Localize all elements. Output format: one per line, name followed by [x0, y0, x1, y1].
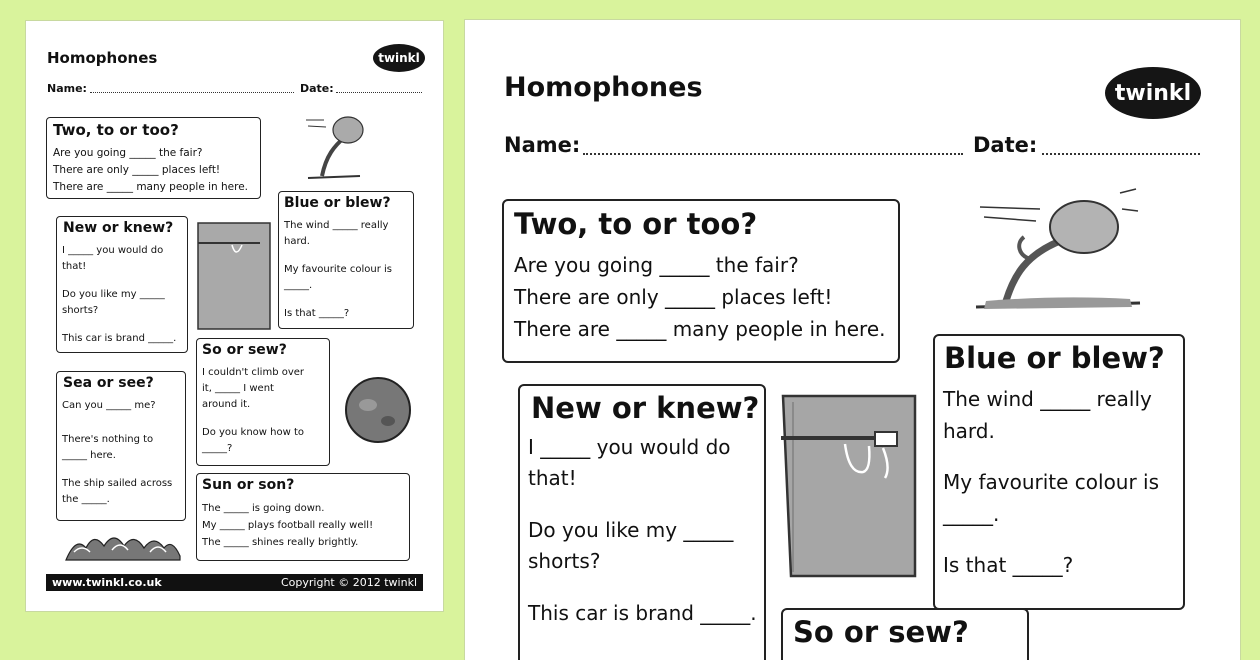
sentence: shorts? — [62, 305, 99, 316]
section-blue-blew — [278, 191, 414, 329]
sentence: around it. — [202, 399, 251, 410]
sentence: shorts? — [528, 549, 601, 573]
section-so-sew-partial — [781, 608, 1029, 660]
sentence: _____? — [202, 443, 233, 454]
sentence: My _____ plays football really well! — [202, 520, 374, 531]
sentence: The _____ shines really brightly. — [202, 537, 359, 548]
sentence: I _____ you would do — [62, 245, 164, 256]
windy-tree-icon — [298, 106, 370, 186]
sentence: There are only _____ places left! — [53, 164, 221, 176]
sentence: _____. — [943, 502, 1000, 526]
sentence: I _____ you would do — [528, 435, 731, 459]
name-label: Name: — [504, 133, 581, 157]
sentence: Do you like my _____ — [62, 289, 165, 300]
sun-planet-icon — [338, 371, 418, 449]
twinkl-logo: twinkl — [1105, 67, 1201, 119]
date-label: Date: — [973, 133, 1038, 157]
sentence: hard. — [943, 419, 995, 443]
sentence: The _____ is going down. — [202, 503, 325, 514]
date-field[interactable] — [336, 92, 422, 93]
section-title: Sun or son? — [202, 477, 295, 493]
sentence: This car is brand _____. — [528, 601, 757, 625]
section-title: So or sew? — [793, 615, 969, 649]
section-title: Two, to or too? — [53, 121, 179, 139]
sentence: it, _____ I went — [202, 383, 274, 394]
section-new-knew — [518, 384, 766, 660]
sea-waves-icon — [64, 526, 182, 562]
copyright-text: Copyright © 2012 twinkl — [281, 576, 417, 589]
twinkl-logo: twinkl — [373, 44, 425, 72]
section-two-to-too — [502, 199, 900, 363]
worksheet-zoomed — [465, 20, 1240, 660]
sentence: Are you going _____ the fair? — [514, 253, 799, 277]
sentence: hard. — [284, 236, 310, 247]
shorts-icon — [196, 219, 271, 331]
section-title: New or knew? — [531, 391, 760, 425]
sentence: There are _____ many people in here. — [514, 317, 886, 341]
section-title: Blue or blew? — [944, 341, 1165, 375]
sentence: This car is brand _____. — [62, 333, 177, 344]
sentence: There's nothing to — [62, 434, 154, 445]
sentence: The wind _____ really — [284, 220, 389, 231]
section-two-to-too — [46, 117, 261, 199]
section-title: New or knew? — [63, 220, 174, 236]
section-title: So or sew? — [202, 342, 287, 358]
sentence: the _____. — [62, 494, 110, 505]
footer-bar — [46, 574, 423, 591]
section-sea-see — [56, 371, 186, 521]
sentence: My favourite colour is — [943, 470, 1160, 494]
section-so-sew — [196, 338, 330, 466]
section-sun-son — [196, 473, 410, 561]
shorts-icon — [779, 392, 917, 580]
sentence: _____ here. — [62, 450, 116, 461]
sentence: There are only _____ places left! — [514, 285, 833, 309]
section-title: Sea or see? — [63, 375, 154, 391]
name-label: Name: — [47, 82, 87, 95]
sentence: Is that _____? — [284, 308, 350, 319]
page-title: Homophones — [504, 72, 703, 103]
sentence: I couldn't climb over — [202, 367, 305, 378]
sentence: My favourite colour is — [284, 264, 393, 275]
sentence: The wind _____ really — [943, 387, 1152, 411]
sentence: Are you going _____ the fair? — [53, 147, 203, 159]
sentence: There are _____ many people in here. — [53, 181, 249, 193]
section-title: Two, to or too? — [514, 207, 758, 241]
name-field[interactable] — [90, 92, 294, 93]
page-title: Homophones — [47, 49, 158, 67]
sentence: The ship sailed across — [62, 478, 173, 489]
date-label: Date: — [300, 82, 334, 95]
section-new-knew — [56, 216, 188, 353]
sentence: Is that _____? — [943, 553, 1074, 577]
worksheet-thumbnail — [26, 21, 443, 611]
website-link[interactable]: www.twinkl.co.uk — [52, 576, 162, 589]
name-field[interactable] — [583, 153, 963, 155]
sentence: Do you know how to — [202, 427, 305, 438]
sentence: that! — [528, 466, 577, 490]
sentence: Do you like my _____ — [528, 518, 734, 542]
date-field[interactable] — [1042, 153, 1200, 155]
section-title: Blue or blew? — [284, 195, 391, 211]
sentence: Can you _____ me? — [62, 400, 156, 411]
windy-tree-icon — [970, 185, 1170, 315]
sentence: that! — [62, 261, 87, 272]
section-blue-blew — [933, 334, 1185, 610]
sentence: _____. — [284, 280, 313, 291]
